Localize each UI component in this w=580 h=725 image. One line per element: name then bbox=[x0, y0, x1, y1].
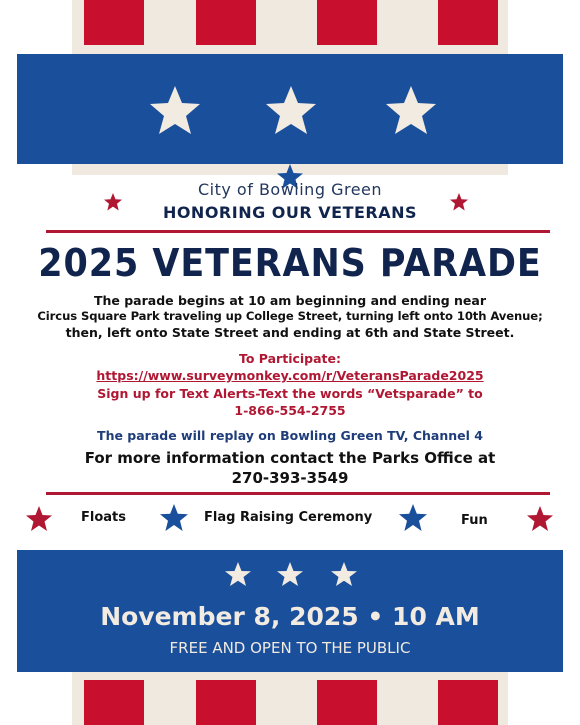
banner-stars bbox=[17, 550, 563, 595]
contact-phone: 270-393-3549 bbox=[231, 469, 349, 487]
star-icon bbox=[526, 505, 554, 533]
banner-stars bbox=[17, 54, 563, 164]
route-line-3: then, left onto State Street and ending at 6th and State Street. bbox=[65, 325, 515, 340]
feature-fun: Fun bbox=[461, 513, 488, 528]
divider-bottom bbox=[46, 492, 550, 495]
star-icon bbox=[266, 86, 316, 134]
event-date-time: November 8, 2025 • 10 AM bbox=[100, 602, 480, 631]
divider-top bbox=[46, 230, 550, 233]
route-line-2: Circus Square Park traveling up College Street, turning left onto 10th Avenue; bbox=[37, 309, 543, 323]
survey-link[interactable]: https://www.surveymonkey.com/r/VeteransParade2025 bbox=[96, 368, 484, 383]
event-note: FREE AND OPEN TO THE PUBLIC bbox=[169, 639, 411, 657]
star-icon bbox=[398, 503, 428, 533]
replay-notice: The parade will replay on Bowling Green TV, Channel 4 bbox=[97, 428, 483, 443]
red-stripe bbox=[196, 0, 256, 45]
text-alerts-number: 1-866-554-2755 bbox=[234, 403, 346, 418]
feature-flag-raising: Flag Raising Ceremony bbox=[204, 510, 373, 525]
star-icon bbox=[225, 562, 251, 586]
red-stripe bbox=[438, 0, 498, 45]
red-stripe bbox=[438, 680, 498, 725]
star-icon bbox=[386, 86, 436, 134]
feature-floats: Floats bbox=[81, 510, 126, 525]
red-stripe bbox=[317, 0, 377, 45]
participate-heading: To Participate: bbox=[238, 351, 342, 366]
star-icon bbox=[277, 562, 303, 586]
star-icon bbox=[25, 505, 53, 533]
red-stripe bbox=[84, 0, 144, 45]
event-banner bbox=[17, 550, 563, 672]
red-stripe bbox=[84, 680, 144, 725]
text-alerts-line: Sign up for Text Alerts-Text the words “Vetsparade” to bbox=[97, 386, 483, 401]
red-stripe bbox=[196, 680, 256, 725]
city-name: City of Bowling Green bbox=[197, 180, 383, 199]
route-line-1: The parade begins at 10 am beginning and ending near bbox=[93, 293, 487, 308]
red-stripe bbox=[317, 680, 377, 725]
header-subtitle: HONORING OUR VETERANS bbox=[162, 203, 418, 222]
contact-line-1: For more information contact the Parks Office at bbox=[84, 449, 496, 467]
star-icon bbox=[331, 562, 357, 586]
page-title: 2025 VETERANS PARADE bbox=[38, 241, 542, 285]
top-blue-banner bbox=[17, 54, 563, 164]
bottom-stripe-band bbox=[72, 665, 508, 725]
star-icon bbox=[159, 503, 189, 533]
star-icon bbox=[150, 86, 200, 134]
